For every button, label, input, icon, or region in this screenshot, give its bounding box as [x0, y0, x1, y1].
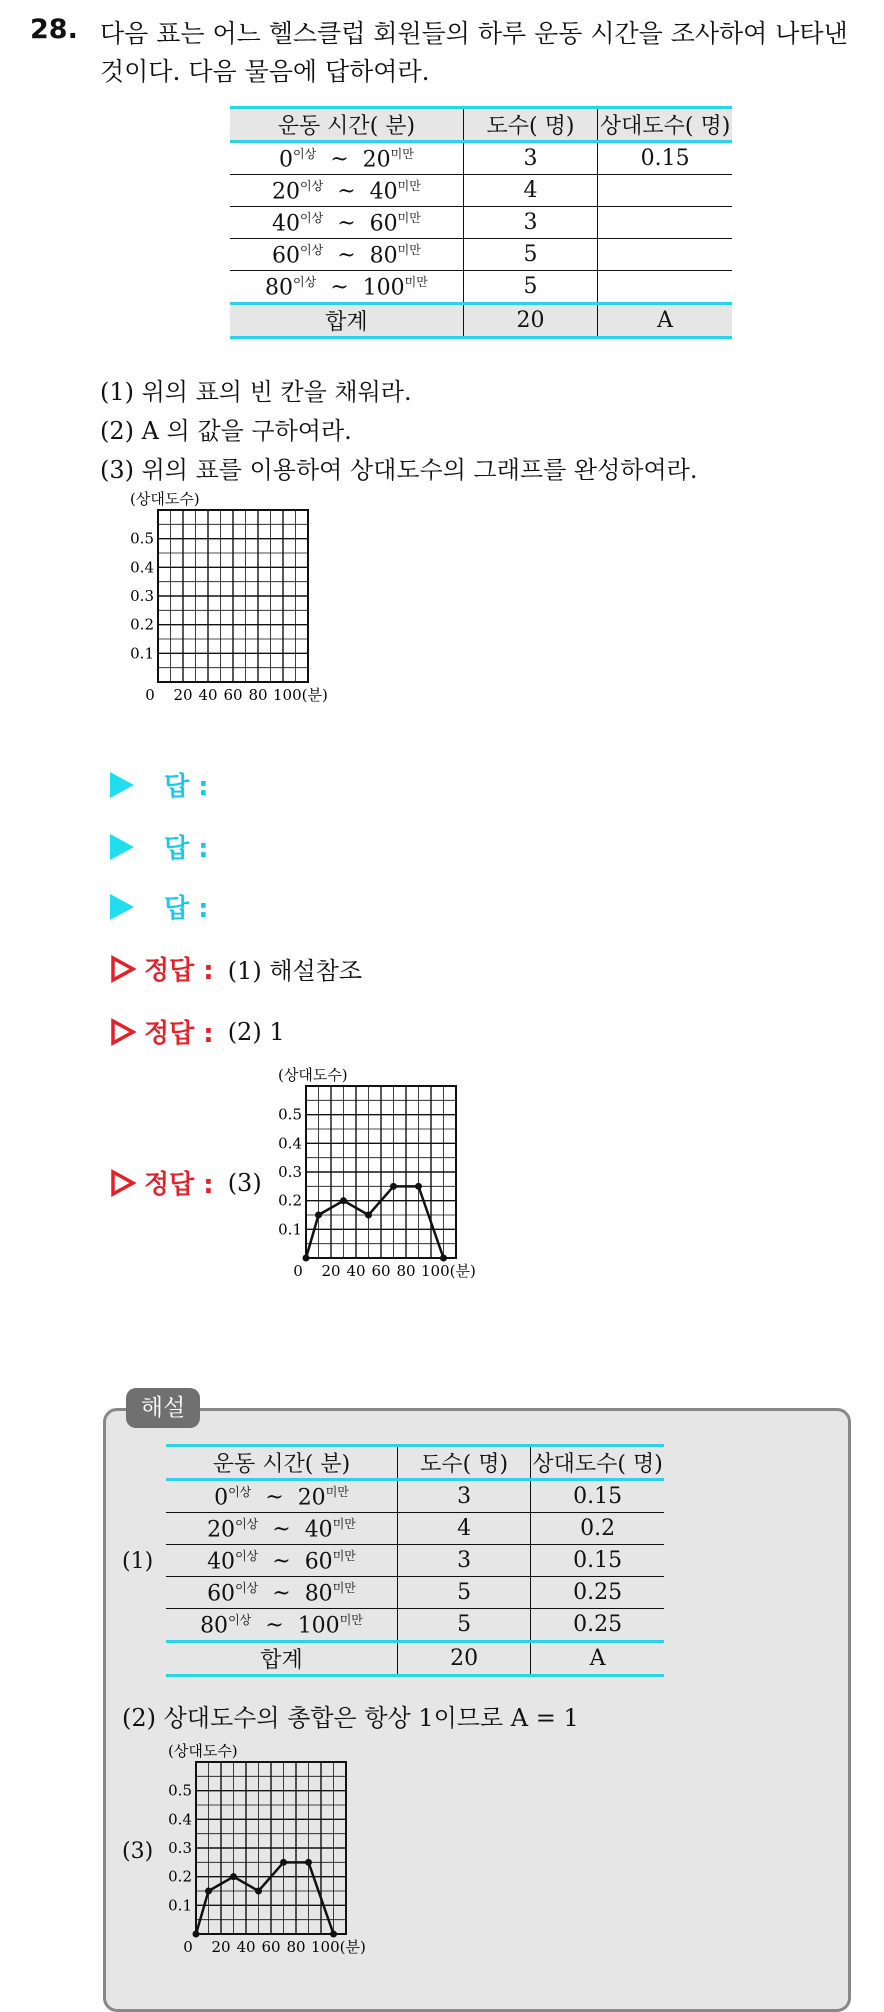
interval-lower: 40: [207, 1549, 236, 1575]
x-tick-label: 100(분): [421, 1262, 476, 1280]
subquestion-3: (3) 위의 표를 이용하여 상대도수의 그래프를 완성하여라.: [100, 456, 698, 484]
table-header-cell: 운동 시간( 분): [166, 1446, 397, 1480]
frequency-cell: 5: [463, 271, 597, 304]
correct-label: 정답 :: [144, 1170, 214, 1200]
frequency-cell: 3: [463, 207, 597, 239]
upper-suffix: 미만: [332, 1548, 356, 1563]
interval-upper: 80: [304, 1581, 333, 1607]
interval-lower: 0: [214, 1485, 229, 1511]
interval-lower: 20: [207, 1517, 236, 1543]
tilde-separator: ~: [272, 1517, 291, 1543]
interval-upper: 20: [297, 1485, 326, 1511]
question-number: 28.: [30, 14, 78, 45]
tilde-separator: ~: [337, 243, 356, 269]
interval-upper: 80: [369, 243, 398, 269]
solution-part2: (2) 상대도수의 총합은 항상 1이므로 A = 1: [122, 1704, 579, 1732]
x-tick-label: 20: [211, 1938, 231, 1956]
data-point: [230, 1873, 237, 1880]
upper-suffix: 미만: [397, 242, 421, 257]
subquestion-2: (2) A 의 값을 구하여라.: [100, 417, 352, 445]
answer-row-3[interactable]: [110, 888, 209, 924]
interval-upper: 100: [297, 1613, 340, 1639]
outline-triangle-icon: [110, 955, 136, 983]
play-triangle-icon: [110, 894, 134, 920]
interval-cell: [166, 1545, 397, 1577]
data-point: [205, 1888, 212, 1895]
interval-lower: 60: [272, 243, 300, 269]
tilde-separator: ~: [272, 1549, 291, 1575]
interval-cell: [230, 175, 463, 207]
interval-lower: 20: [272, 179, 300, 205]
tilde-separator: ~: [337, 211, 356, 237]
table-row: [230, 271, 732, 304]
relative-frequency-cell: 0.15: [531, 1480, 664, 1513]
solution-part1-label: (1): [122, 1549, 154, 1574]
lower-suffix: 이상: [300, 242, 324, 257]
data-point: [315, 1212, 322, 1219]
total-frequency: 20: [397, 1642, 530, 1676]
tilde-separator: ~: [330, 147, 349, 173]
y-tick-label: 0.1: [278, 1220, 302, 1239]
data-point: [303, 1255, 310, 1262]
table-row: [230, 142, 732, 175]
relative-frequency-cell: [598, 271, 732, 304]
frequency-cell: 5: [397, 1609, 530, 1642]
answer-label: 답 :: [164, 772, 209, 802]
table-total-row: [230, 304, 732, 338]
lower-suffix: 이상: [300, 210, 324, 225]
lower-suffix: 이상: [228, 1612, 252, 1627]
frequency-cell: 4: [463, 175, 597, 207]
table-header-row: [166, 1446, 664, 1480]
table-total-row: [166, 1642, 664, 1676]
answer-label: 답 :: [164, 834, 209, 864]
empty-graph-grid: [130, 490, 390, 720]
y-tick-label: 0.2: [130, 615, 154, 634]
interval-lower: 80: [200, 1613, 229, 1639]
data-point: [340, 1197, 347, 1204]
table-row: [166, 1480, 664, 1513]
interval-lower: 80: [265, 275, 293, 301]
interval-lower: 0: [279, 147, 293, 173]
solution-part3-label: (3): [122, 1839, 154, 1864]
frequency-cell: 5: [397, 1577, 530, 1609]
x-tick-label: 80: [396, 1262, 416, 1280]
interval-cell: [166, 1609, 397, 1642]
tilde-separator: ~: [265, 1485, 284, 1511]
x-tick-label: 0: [183, 1938, 193, 1956]
data-point: [415, 1183, 422, 1190]
y-tick-label: 0.4: [278, 1134, 302, 1153]
outline-triangle-icon: [110, 1018, 136, 1046]
upper-suffix: 미만: [332, 1580, 356, 1595]
tilde-separator: ~: [265, 1613, 284, 1639]
series-line: [196, 1862, 334, 1934]
interval-cell: [230, 239, 463, 271]
relative-frequency-cell: [598, 207, 732, 239]
correct-answer-1: [110, 950, 363, 986]
table-row: [166, 1577, 664, 1609]
solution-table: [166, 1444, 664, 1677]
total-label: 합계: [166, 1642, 397, 1676]
correct-answer-text-2: (2) 1: [227, 1017, 285, 1046]
relative-frequency-cell: 0.2: [531, 1513, 664, 1545]
total-frequency: 20: [463, 304, 597, 338]
table-row: [166, 1609, 664, 1642]
tilde-separator: ~: [330, 275, 349, 301]
correct-label: 정답 :: [144, 1019, 214, 1049]
y-axis-label: (상대도수): [130, 490, 200, 508]
lower-suffix: 이상: [235, 1548, 259, 1563]
x-tick-label: 0: [145, 686, 155, 704]
interval-upper: 20: [362, 147, 391, 173]
correct-answer-text-3: (3): [227, 1168, 262, 1197]
x-tick-label: 20: [173, 686, 193, 704]
play-triangle-icon: [110, 772, 134, 798]
upper-suffix: 미만: [397, 210, 421, 225]
y-tick-label: 0.2: [278, 1191, 302, 1210]
interval-cell: [166, 1513, 397, 1545]
frequency-cell: 3: [463, 142, 597, 175]
upper-suffix: 미만: [390, 146, 414, 161]
lower-suffix: 이상: [293, 274, 317, 289]
answer-row-2[interactable]: [110, 828, 209, 864]
tilde-separator: ~: [337, 179, 356, 205]
data-point: [390, 1183, 397, 1190]
table-row: [166, 1513, 664, 1545]
play-triangle-icon: [110, 834, 134, 860]
frequency-cell: 3: [397, 1480, 530, 1513]
table-row: [230, 175, 732, 207]
y-axis-label: (상대도수): [168, 1742, 238, 1760]
y-tick-label: 0.3: [278, 1163, 302, 1181]
x-tick-label: 60: [223, 686, 243, 704]
y-tick-label: 0.1: [168, 1896, 192, 1915]
outline-triangle-icon: [110, 1169, 136, 1197]
data-point: [330, 1931, 337, 1938]
correct-answer-text-1: (1) 해설참조: [227, 957, 363, 985]
y-tick-label: 0.1: [130, 644, 154, 663]
interval-upper: 100: [362, 275, 405, 301]
x-tick-label: 100(분): [311, 1938, 366, 1956]
x-tick-label: 20: [321, 1262, 341, 1280]
y-tick-label: 0.5: [130, 529, 154, 548]
frequency-table: [230, 106, 732, 339]
upper-suffix: 미만: [404, 274, 428, 289]
table-header-cell: 상대도수( 명): [598, 108, 732, 142]
x-tick-label: 80: [248, 686, 268, 704]
total-relative-frequency: A: [598, 304, 732, 338]
table-row: [166, 1545, 664, 1577]
solution-tag: 해설: [126, 1388, 200, 1428]
x-tick-label: 40: [198, 686, 218, 704]
answer-row-1[interactable]: [110, 766, 209, 802]
frequency-cell: 3: [397, 1545, 530, 1577]
interval-lower: 60: [207, 1581, 236, 1607]
x-tick-label: 80: [286, 1938, 306, 1956]
total-relative-frequency: A: [531, 1642, 664, 1676]
relative-frequency-cell: 0.15: [598, 142, 732, 175]
tilde-separator: ~: [272, 1581, 291, 1607]
frequency-cell: 5: [463, 239, 597, 271]
lower-suffix: 이상: [235, 1516, 259, 1531]
table-header-cell: 운동 시간( 분): [230, 108, 463, 142]
lower-suffix: 이상: [293, 146, 317, 161]
y-tick-label: 0.3: [130, 587, 154, 605]
data-point: [193, 1931, 200, 1938]
x-tick-label: 0: [293, 1262, 303, 1280]
x-tick-label: 40: [236, 1938, 256, 1956]
interval-upper: 40: [304, 1517, 333, 1543]
upper-suffix: 미만: [332, 1516, 356, 1531]
table-header-row: [230, 108, 732, 142]
correct-answer-3: [110, 1164, 262, 1200]
solution-line-graph: [168, 1742, 428, 1972]
answer-line-graph: [278, 1066, 538, 1296]
table-row: [230, 239, 732, 271]
subquestion-1: (1) 위의 표의 빈 칸을 채워라.: [100, 378, 412, 406]
x-tick-label: 60: [371, 1262, 391, 1280]
series-line: [306, 1186, 444, 1258]
x-tick-label: 100(분): [273, 686, 328, 704]
y-tick-label: 0.2: [168, 1867, 192, 1886]
data-point: [280, 1859, 287, 1866]
relative-frequency-cell: 0.15: [531, 1545, 664, 1577]
table-header-cell: 상대도수( 명): [531, 1446, 664, 1480]
correct-answer-2: [110, 1013, 285, 1049]
lower-suffix: 이상: [300, 178, 324, 193]
y-tick-label: 0.4: [130, 558, 154, 577]
interval-cell: [230, 207, 463, 239]
table-header-cell: 도수( 명): [397, 1446, 530, 1480]
data-point: [255, 1888, 262, 1895]
interval-cell: [230, 271, 463, 304]
upper-suffix: 미만: [325, 1484, 349, 1499]
data-point: [365, 1212, 372, 1219]
relative-frequency-cell: 0.25: [531, 1577, 664, 1609]
data-point: [305, 1859, 312, 1866]
total-label: 합계: [230, 304, 463, 338]
y-tick-label: 0.5: [278, 1105, 302, 1124]
relative-frequency-cell: 0.25: [531, 1609, 664, 1642]
table-row: [230, 207, 732, 239]
upper-suffix: 미만: [339, 1612, 363, 1627]
upper-suffix: 미만: [397, 178, 421, 193]
question-text-line1: 다음 표는 어느 헬스클럽 회원들의 하루 운동 시간을 조사하여 나타낸: [100, 19, 848, 48]
interval-upper: 60: [304, 1549, 333, 1575]
x-tick-label: 60: [261, 1938, 281, 1956]
interval-cell: [230, 142, 463, 175]
interval-cell: [166, 1577, 397, 1609]
relative-frequency-cell: [598, 239, 732, 271]
lower-suffix: 이상: [228, 1484, 252, 1499]
relative-frequency-cell: [598, 175, 732, 207]
interval-upper: 60: [369, 211, 398, 237]
y-axis-label: (상대도수): [278, 1066, 348, 1084]
interval-cell: [166, 1480, 397, 1513]
y-tick-label: 0.5: [168, 1781, 192, 1800]
data-point: [440, 1255, 447, 1262]
x-tick-label: 40: [346, 1262, 366, 1280]
interval-upper: 40: [369, 179, 398, 205]
lower-suffix: 이상: [235, 1580, 259, 1595]
interval-lower: 40: [272, 211, 300, 237]
question-text-line2: 것이다. 다음 물음에 답하여라.: [100, 57, 430, 86]
answer-label: 답 :: [164, 894, 209, 924]
frequency-cell: 4: [397, 1513, 530, 1545]
table-header-cell: 도수( 명): [463, 108, 597, 142]
y-tick-label: 0.3: [168, 1839, 192, 1857]
correct-label: 정답 :: [144, 956, 214, 986]
y-tick-label: 0.4: [168, 1810, 192, 1829]
